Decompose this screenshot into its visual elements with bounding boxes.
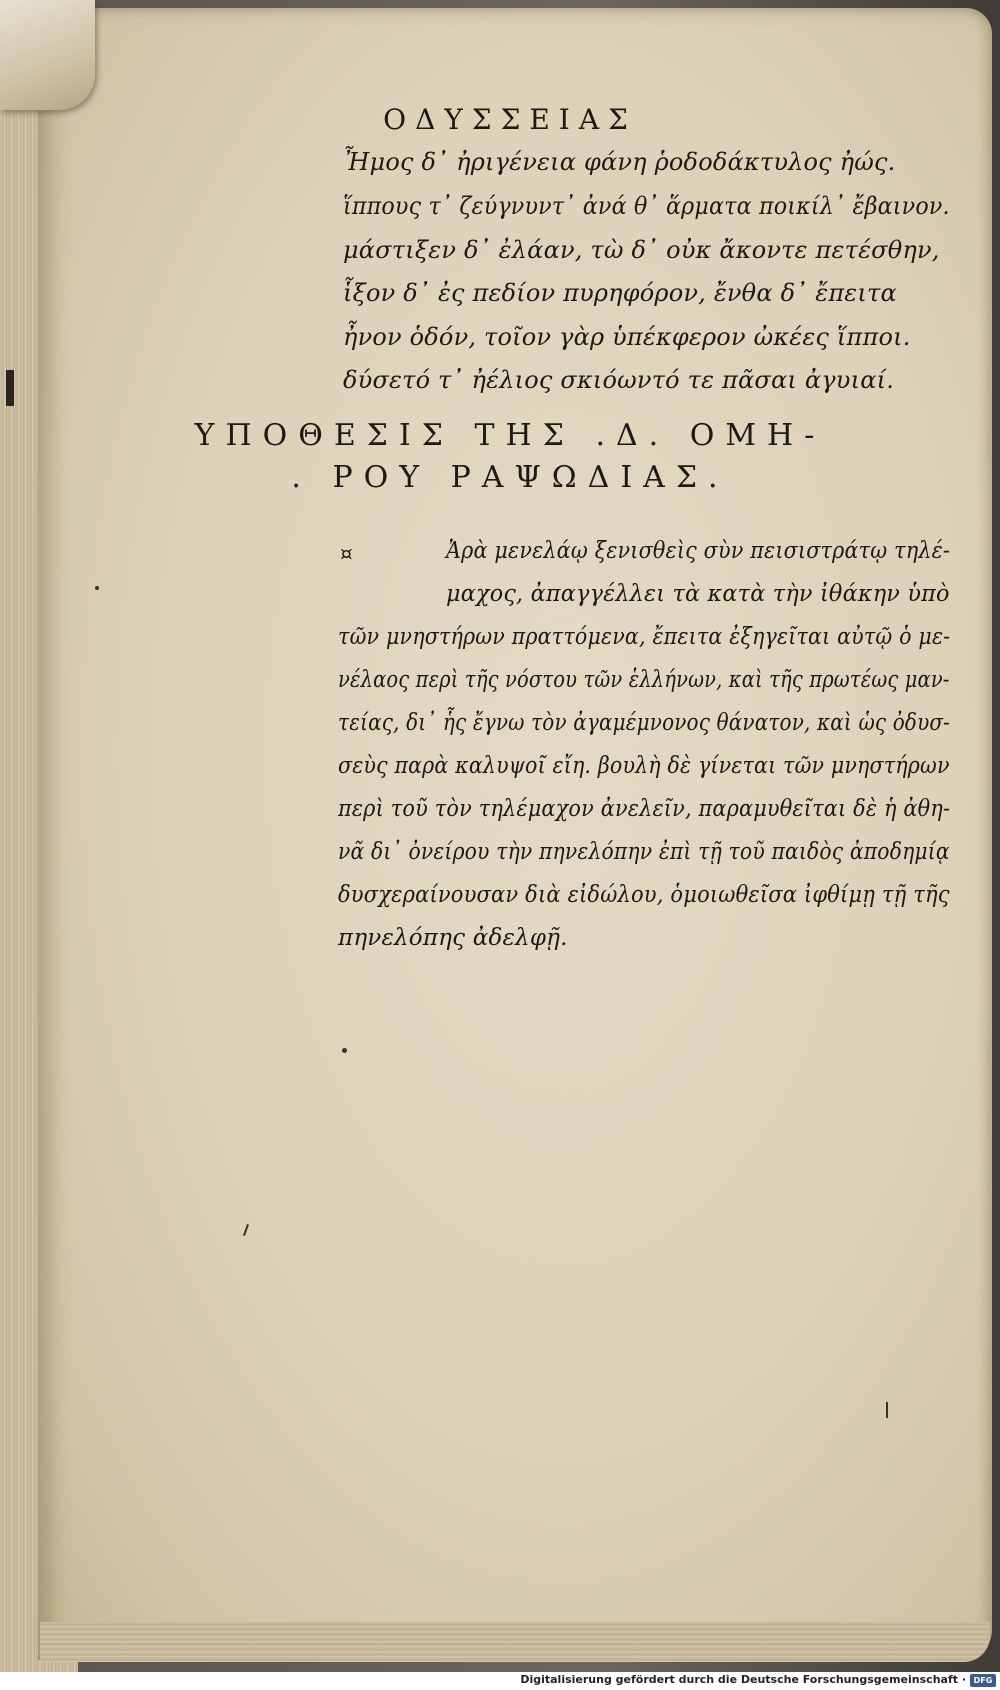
argument-line: μαχος, ἀπαγγέλλει τὰ κατὰ τὴν ἰθάκην ὑπὸ xyxy=(446,581,950,607)
dfg-logo: DFG xyxy=(970,1674,996,1687)
section-mark: ¤ xyxy=(340,541,353,565)
binding-mark xyxy=(6,370,14,406)
verse-line: μάστιξεν δ᾽ ἐλάαν, τὼ δ᾽ οὐκ ἄκοντε πετέσθην, xyxy=(343,236,940,264)
verse-line: Ἦμος δ᾽ ἠριγένεια φάνη ῥοδοδάκτυλος ἠώς. xyxy=(343,148,896,176)
argument-line: νέλαος περὶ τῆς νόστου τῶν ἑλλήνων, καὶ τῆς πρωτέως μαν- xyxy=(338,667,950,693)
argument-line: δυσχεραίνουσαν διὰ εἰδώλου, ὁμοιωθεῖσα ἰφθίμῃ τῇ τῆς xyxy=(338,882,950,908)
verse-line: ἦνον ὁδόν, τοῖον γὰρ ὑπέκφερον ὠκέες ἵπποι. xyxy=(343,323,911,351)
argument-heading-line1: ΥΠΟΘΕΣΙΣ ΤΗΣ .Δ. ΟΜΗ- xyxy=(194,418,826,453)
verse-line: ἵππους τ᾽ ζεύγνυντ᾽ ἀνά θ᾽ ἅρματα ποικίλ᾽ ἔβαινον. xyxy=(343,192,950,220)
page-bottom-edge xyxy=(40,1622,990,1662)
argument-line: νᾶ δι᾽ ὀνείρου τὴν πηνελόπην ἐπὶ τῇ τοῦ παιδὸς ἀποδημίᾳ xyxy=(338,839,950,865)
argument-line: πηνελόπης ἀδελφῇ. xyxy=(338,925,568,951)
argument-line: Ἀρὰ μενελάῳ ξενισθεὶς σὺν πεισιστράτῳ τηλέ- xyxy=(446,538,951,564)
verse-line: δύσετό τ᾽ ἠέλιος σκιόωντό τε πᾶσαι ἀγυιαί. xyxy=(343,366,895,394)
running-head: ΟΔΥΣΣΕΙΑΣ xyxy=(383,103,637,136)
argument-line: τῶν μνηστήρων πραττόμενα, ἔπειτα ἐξηγεῖται αὐτῷ ὁ με- xyxy=(338,624,951,650)
argument-line: σεὺς παρὰ καλυψοῖ εἴη. βουλὴ δὲ γίνεται τῶν μνηστήρων xyxy=(338,753,950,779)
ink-speck xyxy=(95,586,99,590)
page-curl xyxy=(0,0,95,110)
argument-line: τείας, δι᾽ ἧς ἔγνω τὸν ἀγαμέμνονος θάνατον, καὶ ὡς ὀδυσ- xyxy=(338,710,951,736)
verse-line: ἷξον δ᾽ ἐς πεδίον πυρηφόρον, ἔνθα δ᾽ ἔπειτα xyxy=(343,279,897,307)
argument-line: περὶ τοῦ τὸν τηλέμαχον ἀνελεῖν, παραμυθεῖται δὲ ἡ ἀθη- xyxy=(338,796,951,822)
footer-bar xyxy=(0,1672,1000,1690)
funding-credit: Digitalisierung gefördert durch die Deutsche Forschungsgemeinschaft · xyxy=(520,1673,966,1686)
ink-speck xyxy=(342,1048,347,1053)
argument-heading-line2: . ΡΟΥ ΡΑΨΩΔΙΑΣ. xyxy=(291,460,729,495)
ink-speck xyxy=(886,1402,888,1418)
